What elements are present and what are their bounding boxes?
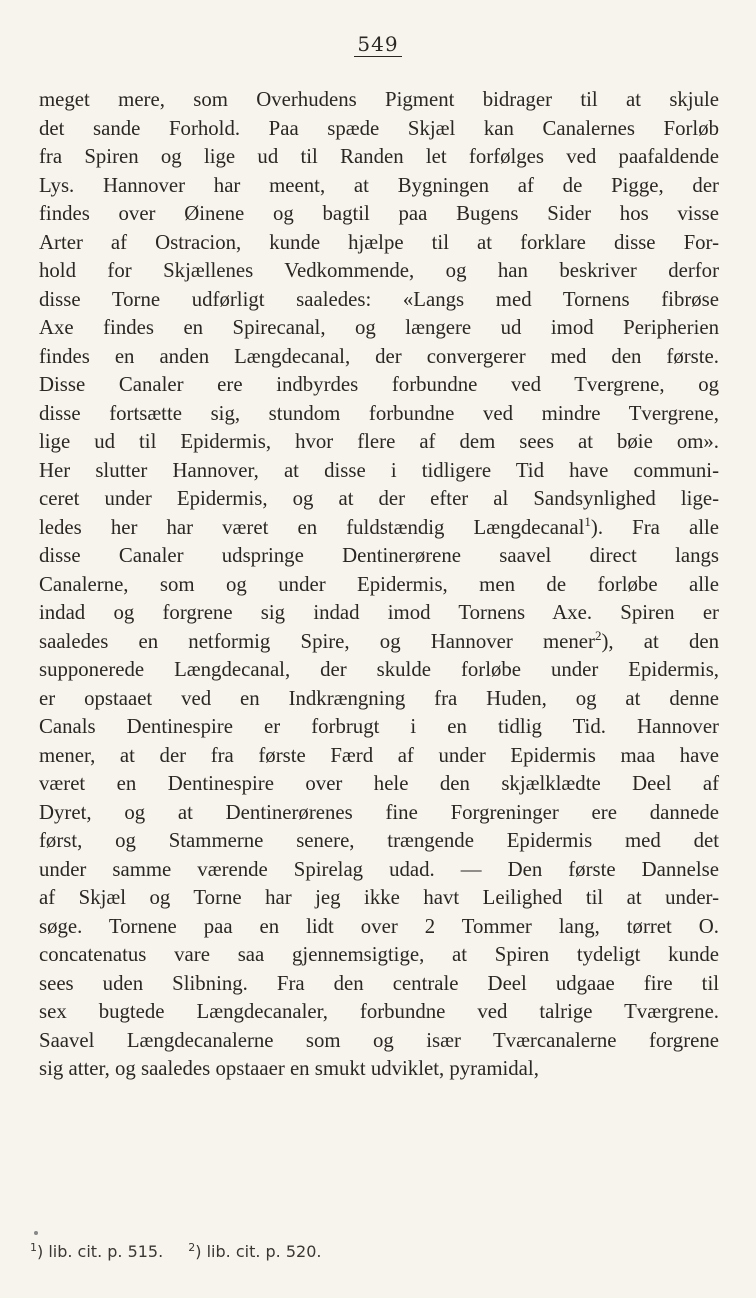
text-line: Dyret, og at Dentinerørenes fine Forgreninger ere dannede [39, 800, 719, 824]
text-line: Canals Dentinespire er forbrugt i en tidlig Tid. Hannover [39, 715, 719, 738]
text-line: findes over Øinene og bagtil paa Bugens Sider hos visse [39, 202, 719, 225]
text-line: Lys. Hannover har meent, at Bygningen af de Pigge, der [39, 173, 719, 197]
line-head: ledes her har været en fuldstændig Længdecanal [39, 515, 585, 539]
text-line: Saavel Længdecanalerne som og især Tværcanalerne forgrene [39, 1028, 719, 1052]
text-line: sees uden Slibning. Fra den centrale Deel udgaae fire til [39, 971, 719, 995]
text-line: lige ud til Epidermis, hvor flere af dem sees at bøie om». [39, 430, 719, 453]
footnote-1 [30, 1240, 163, 1264]
footnote-mark: 2 [188, 1241, 196, 1254]
footnote-2 [188, 1240, 321, 1264]
footnote-text: ) lib. cit. p. 515. [37, 1242, 164, 1261]
text-line: er opstaaet ved en Indkrængning fra Huden, og at denne [39, 686, 719, 710]
text-line: meget mere, som Overhudens Pigment bidrager til at skjule [39, 88, 719, 111]
text-line: supponerede Længdecanal, der skulde forløbe under Epidermis, [39, 658, 719, 681]
text-line: sex bugtede Længdecanaler, forbundne ved talrige Tværgrene. [39, 1000, 719, 1023]
text-line: disse fortsætte sig, stundom forbundne ved mindre Tvergrene, [39, 401, 719, 425]
text-line: først, og Stammerne senere, trængende Epidermis med det [39, 829, 719, 852]
text-line: disse Canaler udspringe Dentinerørene saavel direct langs [39, 544, 719, 567]
text-line: Arter af Ostracion, kunde hjælpe til at forklare disse For- [39, 230, 719, 254]
text-line: concatenatus vare saa gjennemsigtige, at Spiren tydeligt kunde [39, 943, 719, 966]
text-line: Canalerne, som og under Epidermis, men de forløbe alle [39, 572, 719, 596]
text-line: mener, at der fra første Færd af under Epidermis maa have [39, 743, 719, 767]
text-line: været en Dentinespire over hele den skjælklædte Deel af [39, 772, 719, 795]
footnotes [30, 1240, 730, 1264]
text-line: hold for Skjællenes Vedkommende, og han beskriver derfor [39, 259, 719, 282]
line-head: saaledes en netformig Spire, og Hannover mener [39, 629, 595, 653]
text-line: findes en anden Længdecanal, der convergerer med den første. [39, 344, 719, 368]
footnote-separator-dot [34, 1231, 38, 1235]
line-tail: ), at den [601, 629, 720, 653]
text-line: sig atter, og saaledes opstaaer en smukt udviklet, pyramidal, [39, 1057, 539, 1080]
page-number: 549 [0, 32, 756, 57]
text-line: under samme værende Spirelag udad. — Den første Dannelse [39, 857, 719, 881]
text-line: disse Torne udførligt saaledes: «Langs med Tornens fibrøse [39, 287, 719, 311]
text-line: af Skjæl og Torne har jeg ikke havt Leilighed til at under- [39, 886, 719, 909]
text-line: Disse Canaler ere indbyrdes forbundne ved Tvergrene, og [39, 373, 719, 396]
line-tail: ). Fra alle [590, 515, 719, 539]
text-line: fra Spiren og lige ud til Randen let forfølges ved paafaldende [39, 145, 719, 168]
body-text [39, 86, 719, 1084]
text-line: søge. Tornene paa en lidt over 2 Tommer lang, tørret O. [39, 914, 719, 938]
footnote-mark: 1 [30, 1241, 37, 1254]
text-line-with-footnote-ref [39, 514, 719, 543]
text-line-with-footnote-ref [39, 628, 719, 657]
footnote-ref-2: 2 [594, 627, 602, 643]
text-line: det sande Forhold. Paa spæde Skjæl kan Canalernes Forløb [39, 116, 719, 140]
footnote-text: ) lib. cit. p. 520. [195, 1242, 322, 1261]
text-line: Her slutter Hannover, at disse i tidligere Tid have communi- [39, 458, 719, 482]
text-line: ceret under Epidermis, og at der efter al Sandsynlighed lige- [39, 487, 719, 510]
text-line: indad og forgrene sig indad imod Tornens Axe. Spiren er [39, 601, 719, 624]
text-line: Axe findes en Spirecanal, og længere ud imod Peripherien [39, 316, 719, 339]
footnote-ref-1: 1 [584, 513, 591, 529]
